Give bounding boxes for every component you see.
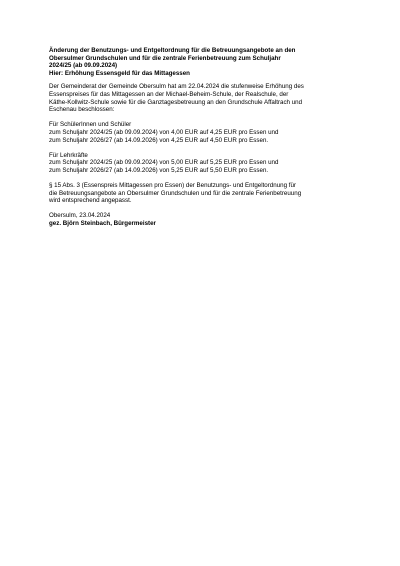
pupils-label: Für SchülerInnen und Schüler (49, 121, 132, 129)
heading-line-3: 2024/25 (ab 09.09.2024) (49, 62, 118, 70)
intro-line-4: Eschenau beschlossen: (49, 106, 115, 114)
pupils-rate-1: zum Schuljahr 2024/25 (ab 09.09.2024) von 4,00 EUR auf 4,25 EUR pro Essen und (49, 128, 279, 136)
intro-paragraph (49, 83, 364, 113)
regulation-line-1: § 15 Abs. 3 (Essenspreis Mittagessen pro Essen) der Benutzungs- und Entgeltordnung für (49, 182, 296, 190)
document-body (49, 47, 364, 228)
signatory: gez. Björn Steinbach, Bürgermeister (49, 220, 156, 228)
intro-line-3: Käthe-Kollwitz-Schule sowie für die Ganztagesbetreuung an den Grundschule Affaltrach und (49, 98, 303, 106)
regulation-paragraph (49, 182, 364, 205)
teachers-rate-2: zum Schuljahr 2026/27 (ab 14.09.2026) von 5,25 EUR auf 5,50 EUR pro Essen. (49, 166, 269, 174)
teachers-label: Für Lehrkräfte (49, 151, 88, 159)
heading-line-1: Änderung der Benutzungs- und Entgeltordnung für die Betreuungsangebote an den (49, 47, 296, 54)
heading-line-2: Obersulmer Grundschulen und für die zentrale Ferienbetreuung zum Schuljahr (49, 54, 281, 62)
intro-line-2: Essenspreises für das Mittagessen an der Michael-Beheim-Schule, der Realschule, der (49, 90, 289, 98)
pupils-rate-2: zum Schuljahr 2026/27 (ab 14.09.2026) von 4,25 EUR auf 4,50 EUR pro Essen. (49, 136, 269, 144)
document-heading (49, 47, 364, 77)
intro-line-1: Der Gemeinderat der Gemeinde Obersulm hat am 22.04.2024 die stufenweise Erhöhung des (49, 83, 304, 91)
teachers-rate-1: zum Schuljahr 2024/25 (ab 09.09.2024) von 5,00 EUR auf 5,25 EUR pro Essen und (49, 159, 279, 167)
teachers-section (49, 152, 364, 175)
signature-block (49, 212, 364, 227)
heading-subject-line: Hier: Erhöhung Essensgeld für das Mittagessen (49, 69, 190, 77)
place-date: Obersulm, 23.04.2024 (49, 212, 111, 220)
regulation-line-3: wird entsprechend angepasst. (49, 197, 132, 205)
regulation-line-2: die Betreuungsangebote an Obersulmer Grundschulen und für die zentrale Ferienbetreuung (49, 189, 302, 197)
pupils-section (49, 121, 364, 144)
